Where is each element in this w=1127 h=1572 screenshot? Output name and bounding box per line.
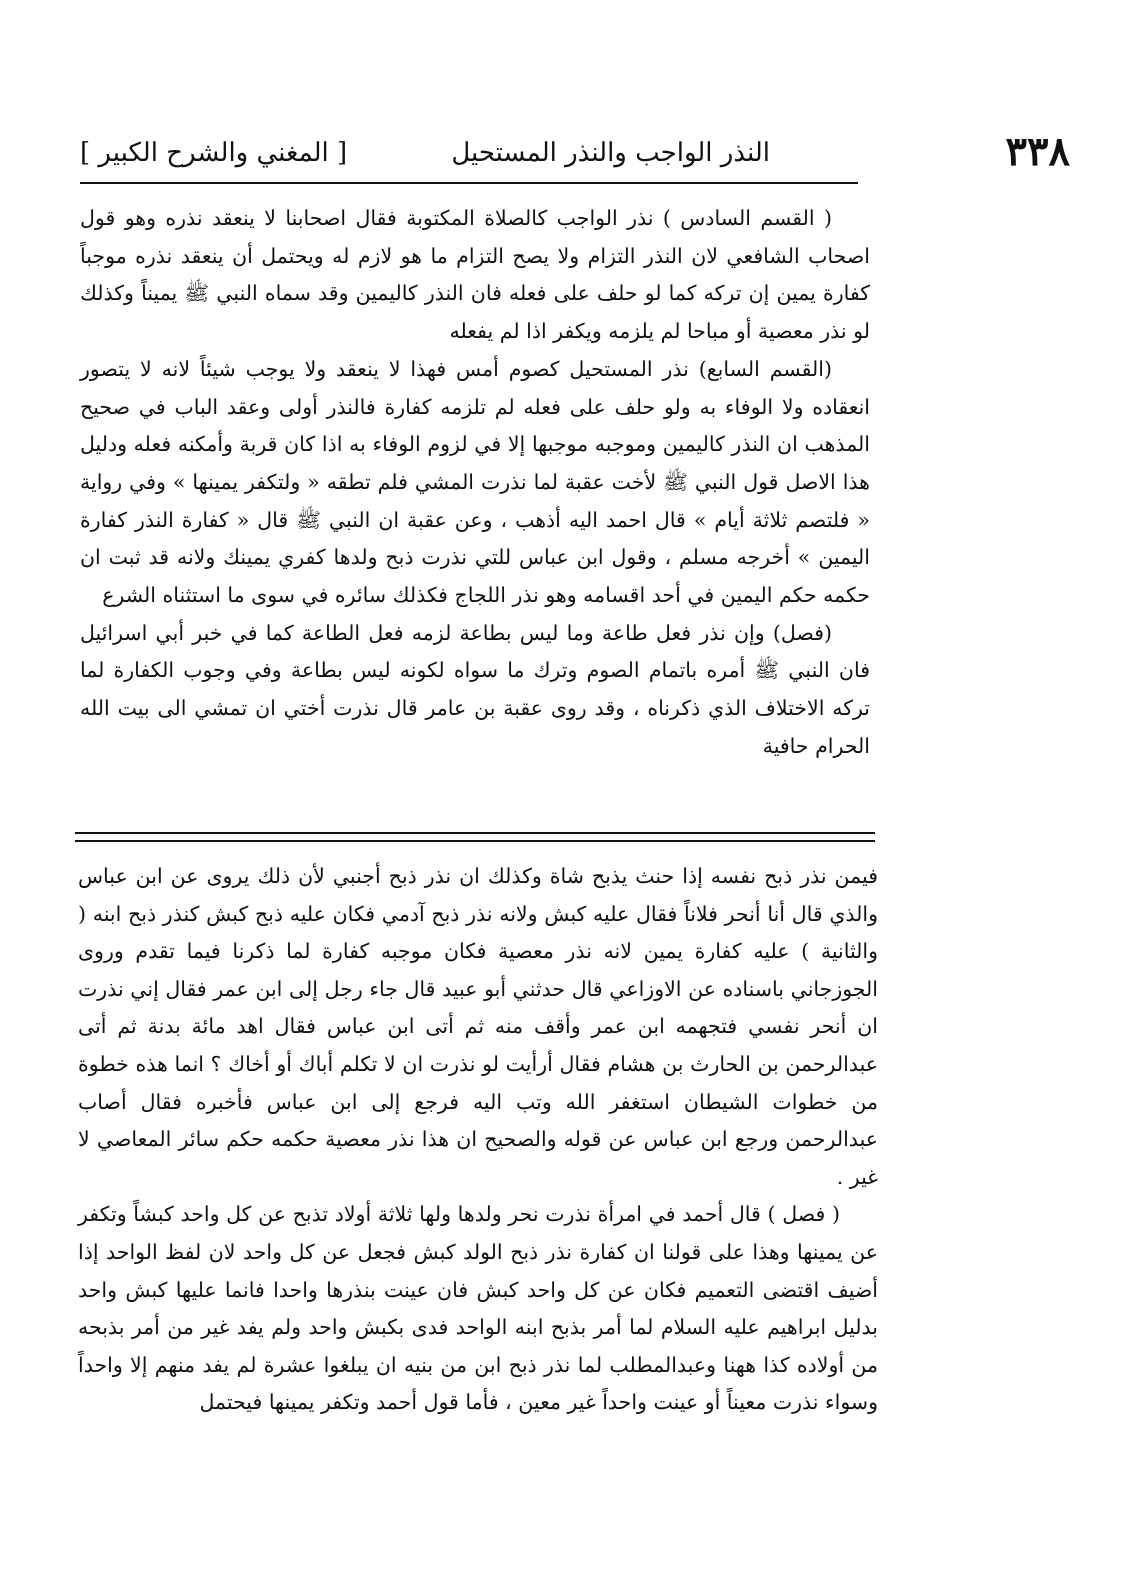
header-rule xyxy=(80,182,858,184)
sharh-section xyxy=(78,858,878,1422)
matn-paragraph: (فصل) وإن نذر فعل طاعة وما ليس بطاعة لزمه فعل الطاعة كما في خبر أبي اسرائيل فان النبي ﷺ أمره باتمام الصوم وترك ما سواه لكونه ليس بطاعة وفي وجوب الكفارة لما تركه الاختلاف الذي ذكرناه ، وقد روى عقبة بن عامر قال نذرت أختي ان تمشي الى بيت الله الحرام حافية xyxy=(80,620,870,758)
book-title: [ المغني والشرح الكبير ] xyxy=(80,138,348,168)
matn-paragraph: (القسم السابع) نذر المستحيل كصوم أمس فهذا لا ينعقد ولا يوجب شيئاً لانه لا يتصور انعقاده ولا الوفاء به ولو حلف على فعله لم تلزمه كفارة فالنذر أولى وعقد الباب في صحيح المذهب ان النذر كاليمين وموجبه موجبها إلا في لزوم الوفاء به اذا كان قربة وأمكنه فعله ودليل هذا الاصل قول النبي ﷺ لأخت عقبة لما نذرت المشي فلم تطقه « ولتكفر يمينها » وفي رواية « فلتصم ثلاثة أيام » قال احمد اليه أذهب ، وعن عقبة ان النبي ﷺ قال « كفارة النذر كفارة اليمين » أخرجه مسلم ، وقول ابن عباس للتي نذرت ذبح ولدها كفري يمينك ولانه قد ثبت ان حكمه حكم اليمين في أحد اقسامه وهو نذر اللجاج فكذلك سائره في سوى ما استثناه الشرع xyxy=(80,356,870,608)
matn-paragraph: ( القسم السادس ) نذر الواجب كالصلاة المكتوبة فقال اصحابنا لا ينعقد نذره وهو قول اصحاب الشافعي لان النذر التزام ولا يصح التزام ما هو لازم له ويحتمل أن ينعقد نذره موجباً كفارة يمين إن تركه كما لو حلف على فعله فان النذر كاليمين وقد سماه النبي ﷺ يميناً وكذلك لو نذر معصية أو مباحا لم يلزمه ويكفر اذا لم يفعله xyxy=(80,206,870,344)
section-divider xyxy=(75,840,875,842)
section-divider xyxy=(75,832,875,834)
running-title: النذر الواجب والنذر المستحيل xyxy=(451,138,770,168)
sharh-paragraph: ( فصل ) قال أحمد في امرأة نذرت نحر ولدها ولها ثلاثة أولاد تذبح عن كل واحد كبشاً وتكفر عن يمينها وهذا على قولنا ان كفارة نذر ذبح الولد كبش فجعل عن كل واحد لان لفظ الواحد إذا أضيف اقتضى التعميم فكان عن كل واحد كبش فان عينت بنذرها واحدا فانما عليها كبش واحد بدليل ابراهيم عليه السلام لما أمر بذبح ابنه الواحد فدى بكبش واحد ولم يفد غير من أمر بذبحه من أولاده كذا ههنا وعبدالمطلب لما نذر ذبح ابن من بنيه ان يبلغوا عشرة لم يفد منهم إلا واحداً وسواء نذرت معيناً أو عينت واحداً غير معين ، فأما قول أحمد وتكفر يمينها فيحتمل xyxy=(78,1202,878,1415)
page-number: ٣٣٨ xyxy=(1005,128,1070,175)
page-header xyxy=(80,128,1070,180)
sharh-paragraph: فيمن نذر ذبح نفسه إذا حنث يذبح شاة وكذلك ان نذر ذبح أجنبي لأن ذلك يروى عن ابن عباس والذي قال أنا أنحر فلاناً فقال عليه كبش ولانه نذر ذبح آدمي فكان عليه ذبح كبش كنذر ذبح ابنه ( والثانية ) عليه كفارة يمين لانه نذر معصية فكان موجبه كفارة لما ذكرنا فيما تقدم وروى الجوزجاني باسناده عن الاوزاعي قال حدثني أبو عبيد قال جاء رجل إلى ابن عمر فقال إني نذرت ان أنحر نفسي فتجهمه ابن عمر وأقف منه ثم أتى ابن عباس فقال اهد مائة بدنة ثم أتى عبدالرحمن بن الحارث بن هشام فقال أرأيت لو نذرت ان لا تكلم أباك أو أخاك ؟ انما هذه خطوة من خطوات الشيطان استغفر الله وتب اليه فرجع إلى ابن عباس فأخبره فقال أصاب عبدالرحمن ورجع ابن عباس عن قوله والصحيح ان هذا نذر معصية حكمه حكم سائر المعاصي لا غير . xyxy=(78,864,878,1189)
matn-section xyxy=(80,200,870,766)
